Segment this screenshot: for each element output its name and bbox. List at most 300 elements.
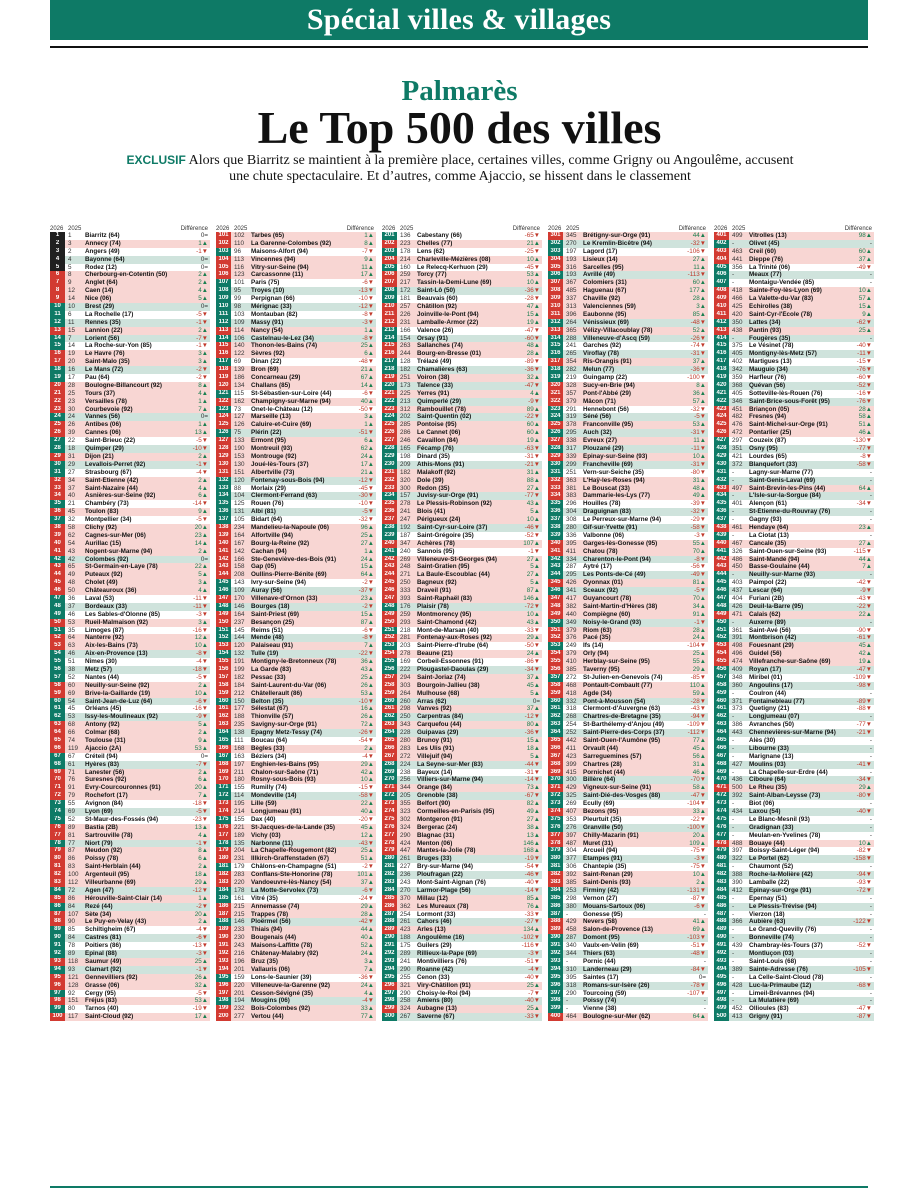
rank-difference: 1▲ (364, 421, 374, 429)
rank-2025: 89 (68, 823, 76, 831)
rank-2025: 379 (566, 650, 577, 658)
rank-2026: 284 (382, 887, 397, 895)
rank-difference: - (869, 689, 872, 697)
rank-2026: 164 (216, 729, 231, 737)
city-name: Limoges (87) (85, 626, 124, 634)
rank-2025: 437 (732, 587, 743, 595)
rank-2025: 54 (68, 539, 76, 547)
city-name: La Chapelle-sur-Erdre (44) (749, 768, 828, 776)
rank-2025: 139 (234, 366, 245, 374)
rank-difference: 1▲ (364, 547, 374, 555)
rank-2026: 415 (714, 342, 729, 350)
rank-2025: 68 (68, 721, 76, 729)
city-name: Angers (49) (85, 247, 120, 255)
table-row (714, 287, 874, 295)
city-name: Dijon (21) (85, 452, 114, 460)
city-name: Riom (63) (583, 626, 612, 634)
rank-difference: 44▲ (692, 232, 706, 239)
rank-2025: 76 (68, 776, 76, 784)
rank-2025: - (732, 989, 735, 997)
table-row (216, 1013, 376, 1021)
rank-difference: 91▲ (692, 610, 706, 618)
rank-difference: -18▼ (192, 665, 208, 673)
rank-difference: 46▲ (858, 429, 872, 437)
rank-2026: 312 (548, 319, 563, 327)
table-row (548, 1013, 708, 1021)
rank-difference: 0= (200, 413, 208, 421)
rank-difference: - (869, 863, 872, 871)
rank-2025: 428 (732, 981, 743, 989)
rank-2026: 150 (216, 619, 231, 627)
city-name: Villiers-sur-Marne (94) (417, 776, 484, 784)
rank-difference: -12▼ (192, 886, 208, 894)
rank-2025: 120 (234, 476, 245, 484)
rank-2025: 496 (732, 650, 743, 658)
rank-2026: 380 (548, 855, 563, 863)
rank-2026: 233 (382, 485, 397, 493)
rank-2026: 140 (216, 540, 231, 548)
rank-difference: 60▲ (692, 279, 706, 287)
rank-difference: -87▼ (690, 894, 706, 902)
rank-difference: -5▼ (196, 310, 208, 318)
table-row (548, 232, 708, 240)
rank-2026: 306 (548, 271, 563, 279)
rank-2025: 95 (234, 287, 242, 295)
rank-difference: -72▼ (524, 602, 540, 610)
rank-2025: 46 (68, 610, 76, 618)
city-name: Juvisy-sur-Orge (91) (417, 492, 479, 500)
rank-difference: -14▼ (192, 500, 208, 508)
rank-2026: 254 (382, 650, 397, 658)
rank-2025: 395 (566, 539, 577, 547)
rank-2026: 175 (216, 816, 231, 824)
city-name: Sèvres (92) (251, 350, 285, 358)
city-name: Cherbourg-en-Cotentin (50) (85, 271, 168, 279)
table-row (548, 421, 708, 429)
rank-2025: 271 (400, 571, 411, 579)
table-row (382, 303, 542, 311)
city-name: Guyancourt (78) (583, 594, 632, 602)
rank-difference: 28▲ (360, 910, 374, 918)
city-name: Caluire-et-Cuire (69) (251, 421, 312, 429)
table-row (548, 792, 708, 800)
city-name: Achères (78) (417, 539, 455, 547)
table-row (216, 319, 376, 327)
page-title: Le Top 500 des villes (257, 102, 662, 153)
city-name: Nevers (58) (583, 918, 617, 926)
rank-2026: 428 (714, 445, 729, 453)
city-name: Albertville (73) (251, 468, 295, 476)
rank-difference: 64▲ (858, 484, 872, 492)
city-name: Taverny (95) (583, 665, 620, 673)
rank-2025: 351 (732, 445, 743, 453)
city-name: Sarreguemines (57) (583, 752, 642, 760)
rank-2026: 383 (548, 879, 563, 887)
rank-difference: -40▼ (524, 879, 540, 887)
rank-difference: -158▼ (853, 855, 872, 863)
rank-difference: -31▼ (524, 768, 540, 776)
city-name: Villeneuve-d'Ascq (59) (583, 334, 650, 342)
rank-2025: 18 (68, 445, 76, 453)
rank-difference: 3▲ (198, 358, 208, 366)
table-row (548, 437, 708, 445)
rank-2025: - (732, 957, 735, 965)
table-row (50, 406, 210, 414)
rank-2025: 180 (234, 776, 245, 784)
table-row (714, 918, 874, 926)
column-header (382, 220, 542, 232)
table-row (50, 792, 210, 800)
city-name: Versailles (78) (85, 397, 128, 405)
city-name: Furiani (2B) (749, 594, 784, 602)
rank-2025: 6 (68, 310, 72, 318)
rank-2025: 153 (234, 452, 245, 460)
rank-2026: 261 (382, 705, 397, 713)
city-name: Mérignac (33) (251, 303, 292, 311)
table-row (216, 753, 376, 761)
rank-2026: 136 (216, 508, 231, 516)
rank-2026: 57 (50, 674, 65, 682)
rank-2025: 259 (400, 610, 411, 618)
rank-difference: 51▲ (360, 855, 374, 863)
rank-difference: 12▲ (360, 831, 374, 839)
table-row (714, 990, 874, 998)
table-row (548, 240, 708, 248)
city-name: St-Étienne-du-Rouvray (76) (749, 508, 831, 516)
rank-2025: 405 (732, 350, 743, 358)
rank-2026: 132 (216, 477, 231, 485)
rank-2026: 456 (714, 666, 729, 674)
rank-2026: 299 (382, 1005, 397, 1013)
rank-2026: 216 (382, 350, 397, 358)
table-row (50, 816, 210, 824)
column-header (50, 220, 210, 232)
rank-2025: - (732, 752, 735, 760)
header-2026: 2026 (382, 226, 396, 232)
rank-2026: 14 (50, 335, 65, 343)
rank-2025: 298 (566, 894, 577, 902)
rank-2026: 484 (714, 887, 729, 895)
table-row (382, 784, 542, 792)
city-name: Luc-la-Primaube (12) (749, 981, 812, 989)
rank-2025: 281 (400, 634, 411, 642)
rank-2025: 373 (732, 705, 743, 713)
city-name: Plaisir (78) (417, 602, 449, 610)
rank-2025: 37 (68, 602, 76, 610)
city-name: Sucy-en-Brie (94) (583, 381, 635, 389)
table-row (714, 279, 874, 287)
rank-2025: 52 (68, 815, 76, 823)
rank-difference: 70▲ (692, 594, 706, 602)
table-row (50, 895, 210, 903)
table-row (216, 398, 376, 406)
rank-2026: 479 (714, 847, 729, 855)
city-name: Bourgoin-Jallieu (38) (417, 681, 480, 689)
rank-2025: 319 (566, 413, 577, 421)
rank-2025: 370 (400, 894, 411, 902)
table-row (382, 966, 542, 974)
city-name: Montrouge (92) (251, 452, 297, 460)
rank-2025: - (732, 571, 735, 579)
city-name: Avranches (50) (749, 721, 794, 729)
city-name: Fougères (35) (749, 334, 791, 342)
rank-2026: 411 (714, 311, 729, 319)
rank-2025: 312 (400, 405, 411, 413)
rank-difference: -1▼ (528, 547, 540, 555)
table-row (714, 563, 874, 571)
table-row (382, 1005, 542, 1013)
rank-2025: 3 (68, 239, 72, 247)
city-name: Cergy (95) (85, 989, 116, 997)
rank-2025: 429 (566, 918, 577, 926)
table-row (382, 753, 542, 761)
table-row (548, 855, 708, 863)
city-name: Vitré (35) (251, 894, 278, 902)
rank-2026: 194 (216, 966, 231, 974)
rank-2025: 24 (68, 413, 76, 421)
rank-2026: 370 (548, 776, 563, 784)
rank-difference: - (869, 239, 872, 247)
rank-difference: -31▼ (690, 429, 706, 437)
table-row (216, 840, 376, 848)
rank-difference: 29▲ (692, 665, 706, 673)
rank-difference: -19▼ (192, 1005, 208, 1013)
city-name: Rochefort (17) (85, 792, 128, 800)
rank-difference: 25▲ (360, 847, 374, 855)
city-name: Pau (64) (85, 374, 110, 382)
city-name: Franconville (95) (583, 421, 634, 429)
rank-difference: 59▲ (692, 689, 706, 697)
table-row (548, 413, 708, 421)
rank-2025: 80 (68, 1005, 76, 1013)
table-row (50, 942, 210, 950)
city-name: Le Rheu (35) (749, 784, 787, 792)
table-row (548, 579, 708, 587)
rank-2026: 379 (548, 847, 563, 855)
city-name: Neuilly-sur-Marne (93) (749, 571, 816, 579)
table-row (548, 532, 708, 540)
city-name: Mondeville (14) (251, 792, 297, 800)
city-name: Ajaccio (2A) (85, 744, 122, 752)
rank-2025: 175 (400, 942, 411, 950)
table-row (50, 295, 210, 303)
table-row (714, 303, 874, 311)
rank-difference: 6▲ (364, 437, 374, 445)
rank-2026: 197 (216, 990, 231, 998)
rank-2025: 325 (566, 792, 577, 800)
rank-difference: 44▲ (858, 555, 872, 563)
city-name: Charleville-Mézières (08) (417, 255, 491, 263)
table-row (382, 824, 542, 832)
rank-2025: - (732, 531, 735, 539)
rank-2026: 213 (382, 327, 397, 335)
table-row (714, 579, 874, 587)
city-name: Beauvais (60) (417, 295, 458, 303)
table-row (548, 382, 708, 390)
table-row (382, 926, 542, 934)
rank-difference: 0= (200, 255, 208, 263)
rank-difference: 9▲ (198, 737, 208, 744)
city-name: Saint-Genis-Laval (69) (749, 476, 816, 484)
table-row (714, 619, 874, 627)
table-row (714, 705, 874, 713)
table-row (714, 690, 874, 698)
rank-difference: -34▼ (856, 776, 872, 784)
rank-2025: 221 (234, 823, 245, 831)
rank-difference: -100▼ (687, 823, 706, 831)
table-row (50, 950, 210, 958)
rank-difference: 24▲ (692, 634, 706, 642)
rank-difference: -61▼ (856, 634, 872, 642)
rank-2025: 485 (566, 287, 577, 295)
rank-2025: 29 (68, 460, 76, 468)
rank-2025: 233 (234, 926, 245, 934)
city-name: Cesson-Sévigné (35) (251, 989, 313, 997)
rank-2025: 55 (68, 800, 76, 808)
rank-difference: -18▼ (192, 800, 208, 808)
rank-difference: - (869, 950, 872, 958)
city-name: Calais (62) (749, 610, 781, 618)
city-name: Nîmes (30) (85, 658, 117, 666)
rank-2026: 363 (548, 721, 563, 729)
city-name: Rodez (12) (85, 263, 117, 271)
rank-2026: 298 (382, 997, 397, 1005)
rank-2026: 180 (216, 855, 231, 863)
rank-2026: 226 (382, 429, 397, 437)
table-row (216, 303, 376, 311)
rank-2026: 336 (548, 508, 563, 516)
rank-difference: 9▲ (862, 310, 872, 318)
table-row (548, 587, 708, 595)
rank-2026: 279 (382, 847, 397, 855)
rank-2025: 340 (566, 942, 577, 950)
city-name: Villeneuve-la-Garenne (92) (251, 981, 330, 989)
rank-2026: 451 (714, 627, 729, 635)
table-row (50, 461, 210, 469)
rank-2025: 322 (732, 855, 743, 863)
rank-2025: 272 (566, 673, 577, 681)
rank-difference: -104▼ (687, 642, 706, 650)
city-name: Lanester (56) (85, 768, 125, 776)
rank-difference: -12▼ (524, 713, 540, 721)
city-name: Bougenais (44) (251, 934, 297, 942)
rank-2026: 446 (714, 587, 729, 595)
table-row (714, 445, 874, 453)
city-name: Tassin-la-Demi-Lune (69) (417, 279, 492, 287)
rank-2025: 32 (68, 516, 76, 524)
table-row (50, 619, 210, 627)
city-name: Roche-la-Molière (42) (749, 871, 813, 879)
rank-difference: 8▲ (696, 381, 706, 389)
city-name: Malakoff (92) (417, 468, 456, 476)
city-name: Conflans-Ste-Honorine (78) (251, 871, 333, 879)
table-row (382, 532, 542, 540)
rank-2025: 386 (732, 721, 743, 729)
table-row (714, 666, 874, 674)
table-row (216, 485, 376, 493)
rank-difference: 2▲ (364, 744, 374, 752)
rank-2026: 51 (50, 627, 65, 635)
rank-2025: 270 (566, 239, 577, 247)
table-row (548, 713, 708, 721)
rank-difference: -8▼ (196, 650, 208, 658)
rank-2026: 97 (50, 990, 65, 998)
rank-2025: 332 (566, 697, 577, 705)
table-row (382, 374, 542, 382)
rank-2025: 234 (234, 523, 245, 531)
rank-difference: -78▼ (690, 981, 706, 989)
rank-2026: 420 (714, 382, 729, 390)
rank-difference: 1▲ (198, 894, 208, 902)
table-row (714, 737, 874, 745)
rank-difference: -4▼ (196, 468, 208, 476)
rank-2026: 461 (714, 705, 729, 713)
rank-difference: -13▼ (192, 942, 208, 950)
city-name: Cavaillon (84) (417, 437, 458, 445)
rank-difference: -24▼ (358, 894, 374, 902)
rank-difference: -6▼ (362, 626, 374, 634)
table-row (216, 627, 376, 635)
rank-difference: -47▼ (690, 792, 706, 800)
table-row (216, 674, 376, 682)
rank-2026: 432 (714, 477, 729, 485)
city-name: Courbevoie (92) (85, 405, 133, 413)
rank-2025: 151 (234, 468, 245, 476)
rank-2026: 307 (548, 279, 563, 287)
table-row (714, 824, 874, 832)
table-row (50, 437, 210, 445)
table-row (714, 477, 874, 485)
table-row (382, 342, 542, 350)
rank-difference: -40▼ (524, 973, 540, 981)
city-name: Boulogne-Billancourt (92) (85, 381, 162, 389)
rank-2025: 157 (400, 492, 411, 500)
table-row (382, 974, 542, 982)
table-row (50, 847, 210, 855)
table-row (714, 942, 874, 950)
table-row (50, 1005, 210, 1013)
rank-difference: -47▼ (524, 381, 540, 389)
rank-2026: 400 (548, 1013, 563, 1021)
rank-difference: 22▲ (858, 610, 872, 618)
rank-difference: 27▲ (526, 571, 540, 579)
header-difference: Différence (844, 226, 872, 232)
rank-2026: 32 (50, 477, 65, 485)
rank-2025: 190 (234, 445, 245, 453)
city-name: La Seyne-sur-Mer (83) (417, 760, 483, 768)
table-row (50, 453, 210, 461)
table-row (382, 421, 542, 429)
rank-difference: -40▼ (524, 997, 540, 1005)
rank-2026: 33 (50, 485, 65, 493)
rank-2025: 75 (234, 429, 242, 437)
header-2026: 2026 (714, 226, 728, 232)
rank-2026: 304 (548, 256, 563, 264)
rank-difference: 10▲ (692, 452, 706, 460)
city-name: Épinal (88) (85, 950, 117, 958)
rank-2026: 78 (50, 840, 65, 848)
city-name: Saint-Denis (93) (583, 879, 631, 887)
rank-2026: 214 (382, 335, 397, 343)
table-row (548, 327, 708, 335)
city-name: Choisy-le-Roi (94) (417, 989, 471, 997)
rank-2025: 197 (234, 760, 245, 768)
city-name: Annecy (74) (85, 239, 121, 247)
rank-difference: - (869, 910, 872, 918)
rank-2025: 372 (732, 460, 743, 468)
header-2026: 2026 (548, 226, 562, 232)
rank-difference: 46▲ (692, 768, 706, 776)
